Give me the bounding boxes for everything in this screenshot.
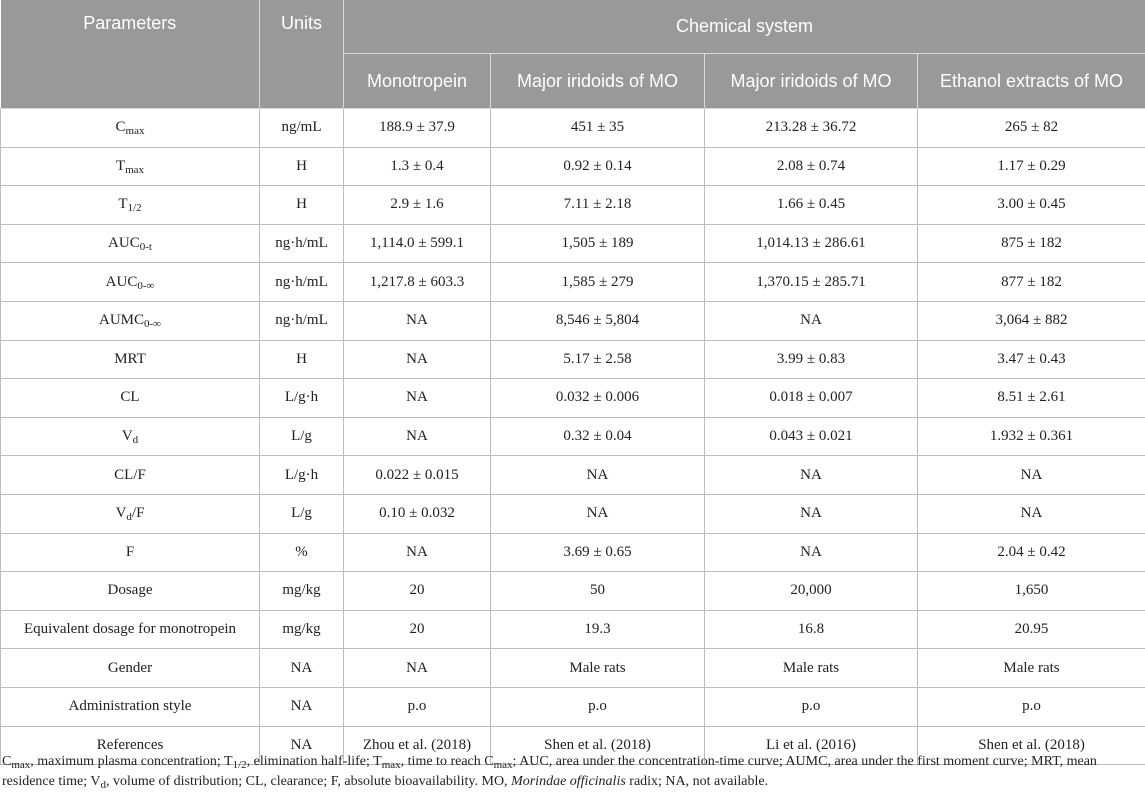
table-row [1, 263, 1145, 302]
table-body [1, 109, 1145, 765]
parameter-cell: Dosage [1, 572, 260, 611]
parameter-cell: Equivalent dosage for monotropein [1, 610, 260, 649]
value-cell: 1.66 ± 0.45 [705, 186, 918, 225]
value-cell: Male rats [918, 649, 1145, 688]
unit-cell: L/g·h [260, 456, 344, 495]
unit-cell: L/g·h [260, 379, 344, 418]
unit-cell: H [260, 340, 344, 379]
value-cell: 188.9 ± 37.9 [344, 109, 491, 148]
value-cell: 3.47 ± 0.43 [918, 340, 1145, 379]
value-cell: p.o [918, 687, 1145, 726]
value-cell: NA [918, 456, 1145, 495]
value-cell: 0.022 ± 0.015 [344, 456, 491, 495]
value-cell: Male rats [705, 649, 918, 688]
value-cell: NA [491, 456, 705, 495]
value-cell: NA [705, 456, 918, 495]
value-cell: p.o [491, 687, 705, 726]
unit-cell: mg/kg [260, 610, 344, 649]
table-row [1, 456, 1145, 495]
header-col-monotropein: Monotropein [344, 54, 491, 109]
value-cell: 7.11 ± 2.18 [491, 186, 705, 225]
value-cell: 213.28 ± 36.72 [705, 109, 918, 148]
table-row [1, 301, 1145, 340]
parameter-cell: $T_{1/2}$ [1, 186, 260, 225]
value-cell: 20.95 [918, 610, 1145, 649]
parameter-cell: MRT [1, 340, 260, 379]
parameter-cell: $AUC_{0-\infty}$ [1, 263, 260, 302]
parameter-cell: $AUMC_{0-\infty}$ [1, 301, 260, 340]
parameter-cell: F [1, 533, 260, 572]
value-cell: Shen et al. (2018) [918, 726, 1145, 765]
value-cell: NA [705, 533, 918, 572]
value-cell: Male rats [491, 649, 705, 688]
value-cell: 3.99 ± 0.83 [705, 340, 918, 379]
value-cell: 877 ± 182 [918, 263, 1145, 302]
value-cell: 5.17 ± 2.58 [491, 340, 705, 379]
parameter-cell: Administration style [1, 687, 260, 726]
value-cell: 0.018 ± 0.007 [705, 379, 918, 418]
unit-cell: H [260, 147, 344, 186]
parameter-cell: $AUC_{0-t}$ [1, 224, 260, 263]
value-cell: NA [344, 533, 491, 572]
value-cell: 19.3 [491, 610, 705, 649]
value-cell: 0.032 ± 0.006 [491, 379, 705, 418]
value-cell: 3,064 ± 882 [918, 301, 1145, 340]
table-footnote: $C_{max}$, maximum plasma concentration; $T_{1/2}$, elimination half-life; $T_{max}$, time to reach $C_{max}$; AUC, area under the concentration-time curve; AUMC, area under the first moment curve; MRT, mean residence time; $V_d$, volume of distribution; CL, clearance; F, absolute bioavailability. MO, Morindae officinalis radix; NA, not available. [2, 754, 1097, 791]
value-cell: 8.51 ± 2.61 [918, 379, 1145, 418]
unit-cell: L/g [260, 494, 344, 533]
table-row [1, 340, 1145, 379]
table-row [1, 224, 1145, 263]
value-cell: 3.00 ± 0.45 [918, 186, 1145, 225]
unit-cell: NA [260, 687, 344, 726]
value-cell: 1,585 ± 279 [491, 263, 705, 302]
table-row [1, 494, 1145, 533]
value-cell: 1,114.0 ± 599.1 [344, 224, 491, 263]
value-cell: 0.92 ± 0.14 [491, 147, 705, 186]
value-cell: 50 [491, 572, 705, 611]
unit-cell: ng·h/mL [260, 301, 344, 340]
value-cell: NA [344, 417, 491, 456]
parameter-cell: Gender [1, 649, 260, 688]
value-cell: NA [705, 494, 918, 533]
value-cell: NA [344, 379, 491, 418]
parameter-cell: $V_d/F$ [1, 494, 260, 533]
header-chemical-system: Chemical system [344, 0, 1145, 54]
value-cell: 1,505 ± 189 [491, 224, 705, 263]
table-row [1, 109, 1145, 148]
value-cell: 1,014.13 ± 286.61 [705, 224, 918, 263]
parameter-cell: CL [1, 379, 260, 418]
header-parameters: Parameters [1, 0, 260, 109]
unit-cell: ng·h/mL [260, 224, 344, 263]
table-row [1, 610, 1145, 649]
table-row [1, 379, 1145, 418]
value-cell: 265 ± 82 [918, 109, 1145, 148]
value-cell: NA [344, 649, 491, 688]
value-cell: NA [344, 301, 491, 340]
table-row [1, 533, 1145, 572]
value-cell: 1,650 [918, 572, 1145, 611]
value-cell: Li et al. (2016) [705, 726, 918, 765]
parameter-cell: References [1, 726, 260, 765]
value-cell: p.o [705, 687, 918, 726]
value-cell: NA [705, 301, 918, 340]
value-cell: 451 ± 35 [491, 109, 705, 148]
value-cell: 2.04 ± 0.42 [918, 533, 1145, 572]
table-row [1, 417, 1145, 456]
value-cell: NA [918, 494, 1145, 533]
value-cell: NA [491, 494, 705, 533]
table-row [1, 649, 1145, 688]
value-cell: Zhou et al. (2018) [344, 726, 491, 765]
value-cell: 0.043 ± 0.021 [705, 417, 918, 456]
value-cell: 16.8 [705, 610, 918, 649]
value-cell: 0.10 ± 0.032 [344, 494, 491, 533]
unit-cell: L/g [260, 417, 344, 456]
value-cell: 875 ± 182 [918, 224, 1145, 263]
unit-cell: % [260, 533, 344, 572]
table-row [1, 186, 1145, 225]
table-row [1, 687, 1145, 726]
value-cell: 1.932 ± 0.361 [918, 417, 1145, 456]
unit-cell: mg/kg [260, 572, 344, 611]
value-cell: 1.17 ± 0.29 [918, 147, 1145, 186]
value-cell: 8,546 ± 5,804 [491, 301, 705, 340]
value-cell: 1,370.15 ± 285.71 [705, 263, 918, 302]
table-header [1, 0, 1145, 109]
header-col-iridoids-1: Major iridoids of MO [491, 54, 705, 109]
parameter-cell: CL/F [1, 456, 260, 495]
table-row [1, 147, 1145, 186]
unit-cell: H [260, 186, 344, 225]
value-cell: NA [344, 340, 491, 379]
parameter-cell: $V_d$ [1, 417, 260, 456]
header-col-ethanol: Ethanol extracts of MO [918, 54, 1145, 109]
unit-cell: ng/mL [260, 109, 344, 148]
table-row [1, 572, 1145, 611]
unit-cell: NA [260, 649, 344, 688]
value-cell: 3.69 ± 0.65 [491, 533, 705, 572]
value-cell: 20 [344, 572, 491, 611]
value-cell: 20 [344, 610, 491, 649]
value-cell: 1.3 ± 0.4 [344, 147, 491, 186]
value-cell: 2.9 ± 1.6 [344, 186, 491, 225]
header-units: Units [260, 0, 344, 109]
value-cell: 2.08 ± 0.74 [705, 147, 918, 186]
value-cell: p.o [344, 687, 491, 726]
value-cell: Shen et al. (2018) [491, 726, 705, 765]
value-cell: 1,217.8 ± 603.3 [344, 263, 491, 302]
parameter-cell: $T_{max}$ [1, 147, 260, 186]
unit-cell: NA [260, 726, 344, 765]
parameter-cell: $C_{max}$ [1, 109, 260, 148]
value-cell: 0.32 ± 0.04 [491, 417, 705, 456]
header-col-iridoids-2: Major iridoids of MO [705, 54, 918, 109]
unit-cell: ng·h/mL [260, 263, 344, 302]
value-cell: 20,000 [705, 572, 918, 611]
